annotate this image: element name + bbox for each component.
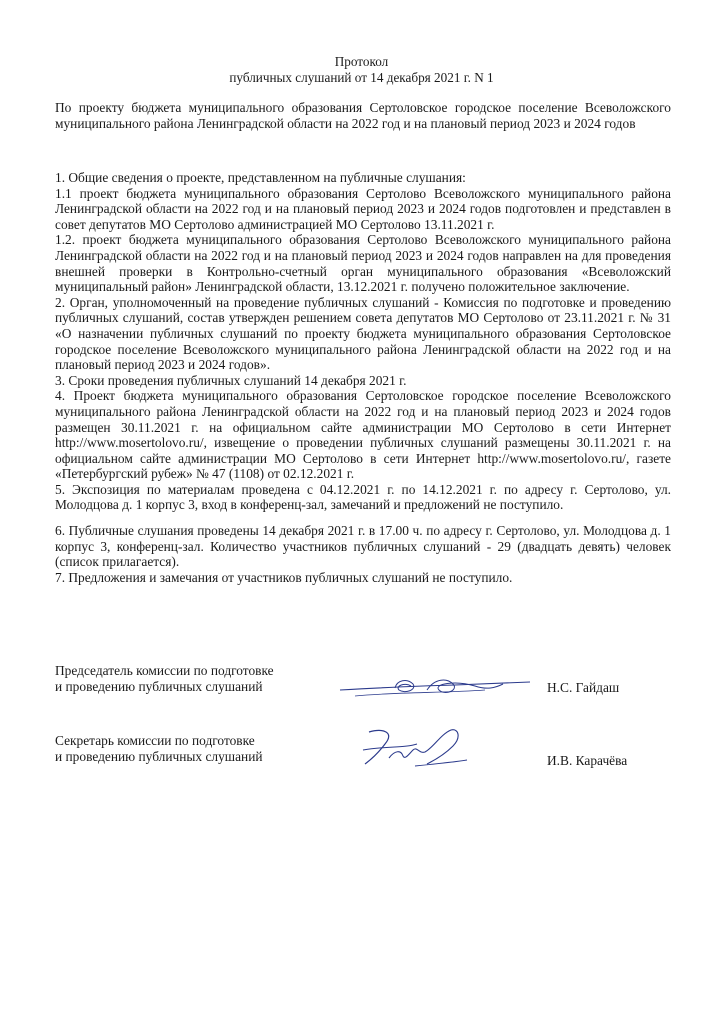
chairman-handwritten-signature	[335, 668, 535, 708]
section-1-2: 1.2. проект бюджета муниципального образования Сертолово Всеволожского муниципального района Ленинградской области на 2022 год и на плановый период 2023 и 2024 годов направлен на для проведения внешней проверки в Контрольно-счетный орган муниципального образования «Всеволожский муниципальный район» Ленинградской области, 13.12.2021 г. получено положительное заключение.	[55, 232, 671, 295]
chairman-role-line1: Председатель комиссии по подготовке	[55, 663, 274, 678]
section-7: 7. Предложения и замечания от участников публичных слушаний не поступило.	[55, 569, 513, 585]
chairman-name: Н.С. Гайдаш	[547, 680, 620, 695]
document-body	[55, 170, 671, 585]
section-4: 4. Проект бюджета муниципального образования Сертоловское городское поселение Всеволожского муниципального района Ленинградской области на 2022 год и на плановый период 2023 и 2024 годов размещен 30.11.2021 г. на официальном сайте администрации МО Сертолово в сети Интернет http://www.mosertolovo.ru/, извещение о проведении публичных слушаний размещены 30.11.2021 г. на официальном сайте администрации МО Сертолово в сети Интернет http://www.mosertolovo.ru/, газете «Петербургский рубеж» № 47 (1108) от 02.12.2021 г.	[55, 388, 671, 482]
secretary-role-line1: Секретарь комиссии по подготовке	[55, 733, 255, 748]
chairman-role	[55, 663, 274, 695]
document-subtitle: публичных слушаний от 14 декабря 2021 г. N 1	[229, 70, 494, 85]
secretary-name: И.В. Карачёва	[547, 753, 628, 768]
section-1-1: 1.1 проект бюджета муниципального образования Сертолово Всеволожского муниципального района Ленинградской области на 2022 год и на плановый период 2023 и 2024 годов подготовлен и представлен в совет депутатов МО Сертолово администрацией МО Сертолово 13.11.2021 г.	[55, 185, 671, 232]
section-2: 2. Орган, уполномоченный на проведение публичных слушаний - Комиссия по подготовке и проведению публичных слушаний, состав утвержден решением совета депутатов МО Сертолово от 23.11.2021 г. № 31 «О назначении публичных слушаний по проекту бюджета муниципального образования Сертоловское городское поселение Всеволожского муниципального района Ленинградской области на 2022 год и на плановый период 2023 и 2024 годов».	[55, 294, 671, 373]
document-subject: По проекту бюджета муниципального образования Сертоловское городское поселение Всеволожского муниципального района Ленинградской области на 2022 год и на плановый период 2023 и 2024 годов	[55, 100, 671, 131]
section-3: 3. Сроки проведения публичных слушаний 14 декабря 2021 г.	[55, 372, 407, 388]
document-title: Протокол	[334, 54, 389, 69]
secretary-role	[55, 733, 263, 765]
chairman-role-line2: и проведению публичных слушаний	[55, 679, 263, 694]
section-1-heading: 1. Общие сведения о проекте, представленном на публичные слушания:	[55, 170, 466, 185]
section-5: 5. Экспозиция по материалам проведена с 04.12.2021 г. по 14.12.2021 г. по адресу г. Сертолово, ул. Молодцова д. 1 корпус 3, вход в конференц-зал, замечаний и предложений не поступило.	[55, 481, 671, 513]
secretary-role-line2: и проведению публичных слушаний	[55, 749, 263, 764]
secretary-handwritten-signature	[355, 724, 475, 772]
section-6: 6. Публичные слушания проведены 14 декабря 2021 г. в 17.00 ч. по адресу г. Сертолово, ул. Молодцова д. 1 корпус 3, конференц-зал. Количество участников публичных слушаний - 29 (двадцать девять) человек (список прилагается).	[55, 523, 671, 570]
